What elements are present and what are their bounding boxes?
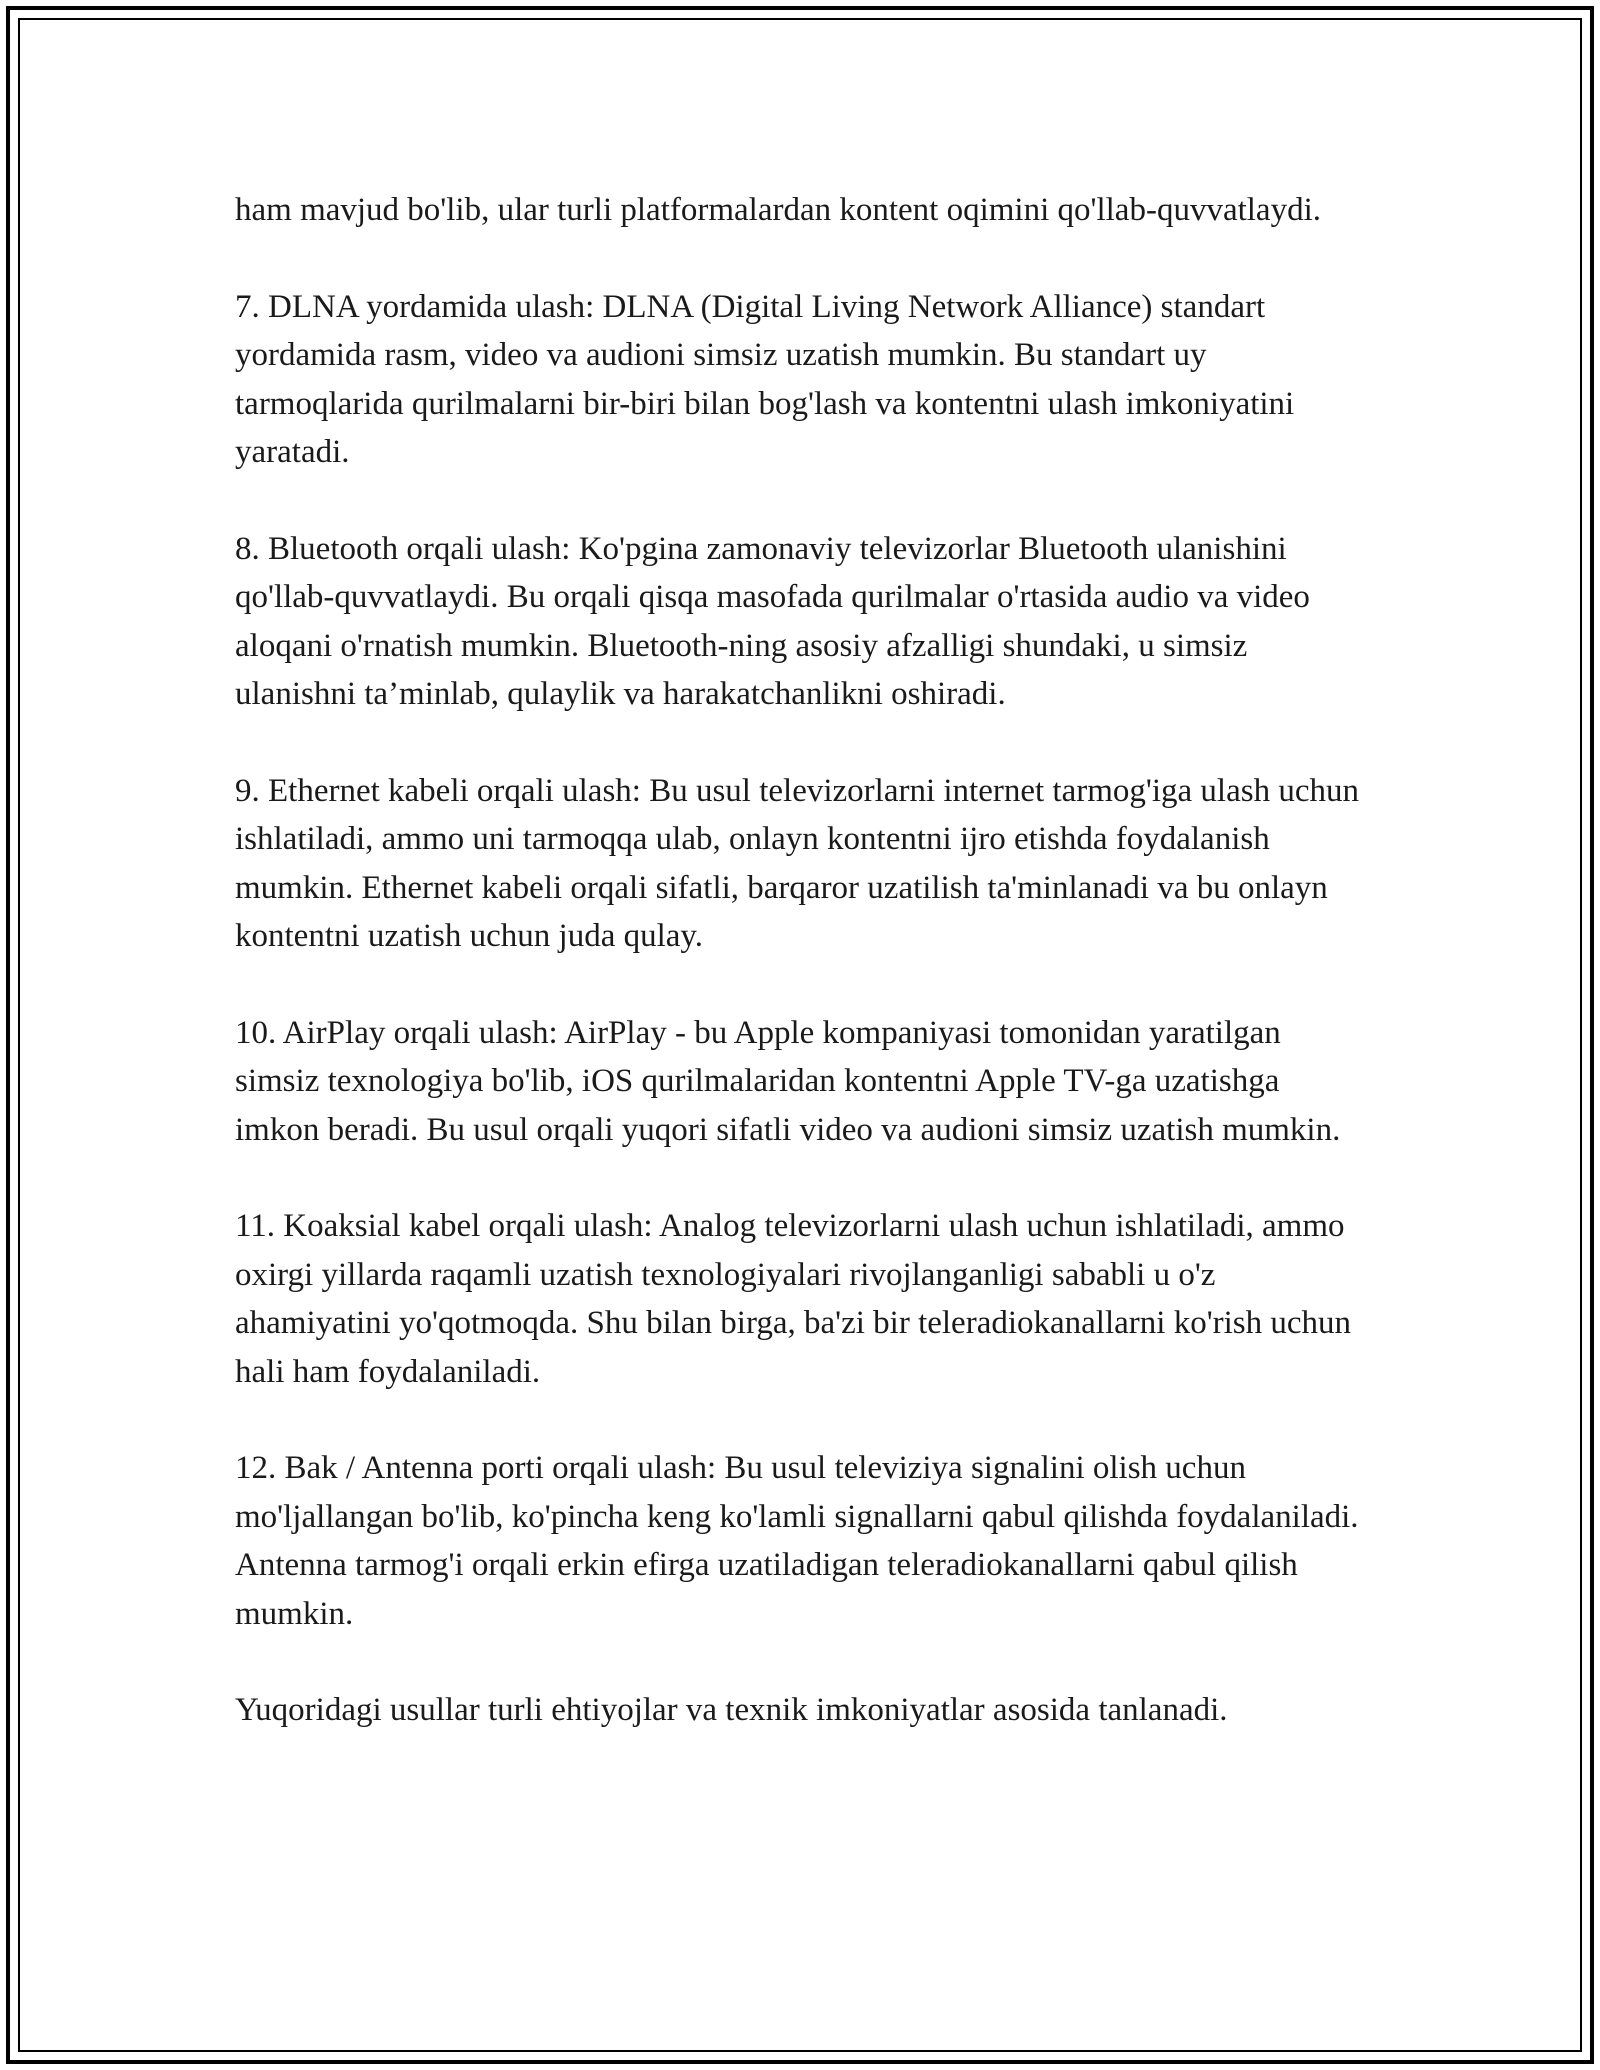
paragraph-item-10-airplay: 10. AirPlay orqali ulash: AirPlay - bu Apple kompaniyasi tomonidan yaratilgan simsiz texnologiya bo'lib, iOS qurilmalaridan kontentni Apple TV-ga uzatishga imkon beradi. Bu usul orqali yuqori sifatli video va audioni simsiz uzatish mumkin. <box>235 1014 1341 1148</box>
paragraph-item-12-antenna: 12. Bak / Antenna porti orqali ulash: Bu usul televiziya signalini olish uchun mo'ljallangan bo'lib, ko'pincha keng ko'lamli signallarni qabul qilishda foydalaniladi. Antenna tarmog'i orqali erkin efirga uzatiladigan teleradiokanallarni qabul qilish mumkin. <box>235 1450 1359 1632</box>
paragraph-item-11-coaxial: 11. Koaksial kabel orqali ulash: Analog televizorlarni ulash uchun ishlatiladi, ammo oxirgi yillarda raqamli uzatish texnologiyalari rivojlanganligi sababli u o'z ahamiyatini yo'qotmoqda. Shu bilan birga, ba'zi bir teleradiokanallarni ko'rish uchun hali ham foydalaniladi. <box>235 1208 1352 1390</box>
document-body <box>235 186 1365 1735</box>
paragraph-item-7-dlna: 7. DLNA yordamida ulash: DLNA (Digital Living Network Alliance) standart yordamida rasm, video va audioni simsiz uzatish mumkin. Bu standart uy tarmoqlarida qurilmalarni bir-biri bilan bog'lash va kontentni ulash imkoniyatini yaratadi. <box>235 288 1295 471</box>
paragraph-item-9-ethernet: 9. Ethernet kabeli orqali ulash: Bu usul televizorlarni internet tarmog'iga ulash uchun ishlatiladi, ammo uni tarmoqqa ulab, onlayn kontentni ijro etishda foydalanish mumkin. Ethernet kabeli orqali sifatli, barqaror uzatilish ta'minlanadi va bu onlayn kontentni uzatish uchun juda qulay. <box>235 772 1359 955</box>
paragraph-continuation: ham mavjud bo'lib, ular turli platformalardan kontent oqimini qo'llab-quvvatlaydi. <box>235 192 1321 228</box>
paragraph-conclusion: Yuqoridagi usullar turli ehtiyojlar va texnik imkoniyatlar asosida tanlanadi. <box>235 1692 1228 1729</box>
paragraph-item-8-bluetooth: 8. Bluetooth orqali ulash: Ko'pgina zamonaviy televizorlar Bluetooth ulanishini qo'llab-quvvatlaydi. Bu orqali qisqa masofada qurilmalar o'rtasida audio va video aloqani o'rnatish mumkin. Bluetooth-ning asosiy afzalligi shundaki, u simsiz ulanishni ta’minlab, qulaylik va harakatchanlikni oshiradi. <box>235 530 1310 713</box>
